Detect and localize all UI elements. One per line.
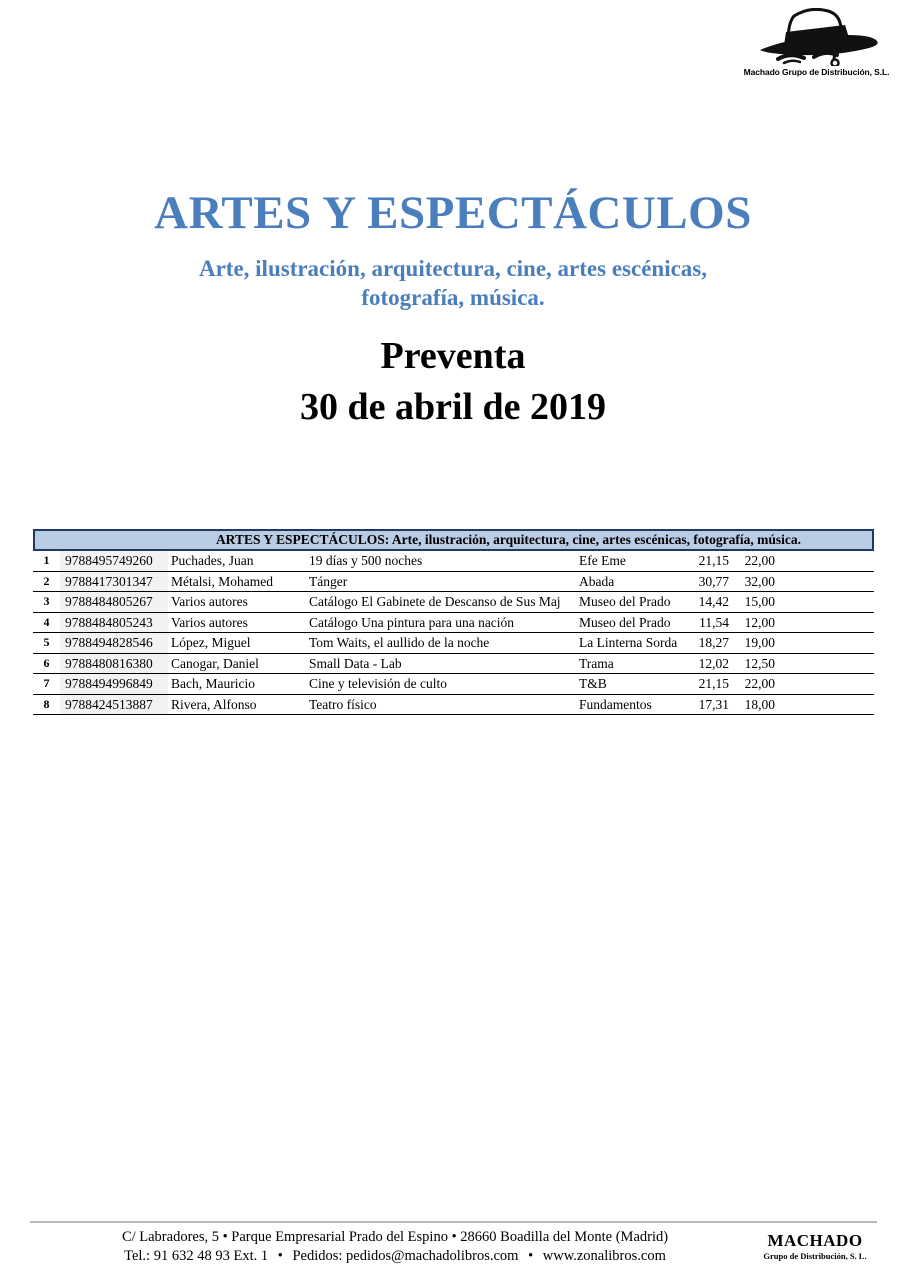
books-table [33,529,874,715]
row-price-pvp: 12,50 [744,655,775,671]
row-title: Tom Waits, el aullido de la noche [309,635,490,650]
subtitle-line-2: fotografía, música. [361,285,545,310]
row-title: Catálogo El Gabinete de Descanso de Sus Maj [309,594,561,609]
table-row [33,551,874,572]
row-price-pvp: 15,00 [744,594,775,609]
footer-email-link[interactable]: pedidos@machadolibros.com [346,1247,519,1264]
bullet-separator: • [277,1247,283,1264]
row-number: 2 [43,573,50,588]
footer-contact-line [30,1247,760,1266]
row-spacer [775,592,874,612]
row-price-pvp: 22,00 [744,676,775,691]
row-isbn: 9788495749260 [60,551,168,571]
row-price-net: 17,31 [698,696,729,712]
brand-name: MACHADO [767,1231,863,1250]
row-isbn: 9788417301347 [60,572,168,592]
bullet-separator: • [528,1247,534,1264]
brand-subtitle: Grupo de Distribución, S. L. [763,1251,867,1261]
row-price-net: 18,27 [698,635,729,650]
footer-tel: Tel.: 91 632 48 93 Ext. 1 [124,1247,269,1264]
row-title: Tánger [309,573,348,589]
row-spacer [775,551,874,571]
row-price-net: 21,15 [698,553,729,568]
row-author: Canogar, Daniel [171,655,259,671]
row-author: López, Miguel [171,635,251,650]
row-price-pvp: 22,00 [744,553,775,568]
row-number: 1 [43,553,50,567]
row-number: 7 [43,676,50,690]
table-row [33,674,874,695]
footer-website-link[interactable]: www.zonalibros.com [542,1247,666,1264]
row-spacer [775,633,874,653]
company-logo [740,8,893,77]
row-number: 4 [43,614,50,629]
row-number: 6 [43,655,50,670]
row-isbn: 9788484805243 [60,613,168,633]
table-row [33,613,874,634]
preventa-heading [0,331,906,433]
table-row [33,572,874,593]
row-price-net: 30,77 [698,573,729,589]
row-author: Varios autores [171,594,248,609]
table-row [33,695,874,716]
footer-address: C/ Labradores, 5 • Parque Empresarial Prado del Espino • 28660 Boadilla del Monte (Madrid) [121,1229,669,1245]
row-title: Catálogo Una pintura para una nación [309,614,515,630]
row-isbn: 9788424513887 [60,695,168,715]
row-isbn: 9788494828546 [60,633,168,653]
row-publisher: Trama [579,655,614,671]
row-author: Bach, Mauricio [171,676,255,691]
logo-caption: Machado Grupo de Distribución, S.L. [743,67,890,77]
row-isbn: 9788494996849 [60,674,168,694]
row-author: Métalsi, Mohamed [171,573,273,589]
table-header-band: ARTES Y ESPECTÁCULOS: Arte, ilustración, arquitectura, cine, artes escénicas, fotografía, música. [33,529,874,551]
row-title: 19 días y 500 noches [309,553,423,568]
row-price-pvp: 18,00 [744,696,775,712]
row-publisher: T&B [579,676,607,691]
table-row [33,592,874,613]
footer [30,1228,760,1265]
row-isbn: 9788480816380 [60,654,168,674]
preventa-date: 30 de abril de 2019 [299,386,607,428]
row-publisher: Museo del Prado [579,594,671,609]
row-publisher: Museo del Prado [579,614,671,630]
machado-hat-face-icon [748,8,886,66]
row-title: Cine y televisión de culto [309,676,447,691]
footer-pedidos-label: Pedidos: [292,1247,343,1264]
row-spacer [775,674,874,694]
footer-brand-block [750,1231,880,1261]
row-publisher: La Linterna Sorda [579,635,678,650]
row-price-pvp: 32,00 [744,573,775,589]
subtitle-line-1: Arte, ilustración, arquitectura, cine, artes escénicas, [198,256,707,281]
row-author: Puchades, Juan [171,553,254,568]
row-author: Rivera, Alfonso [171,696,257,712]
row-price-net: 11,54 [699,614,729,630]
row-price-net: 21,15 [698,676,729,691]
row-number: 3 [43,594,50,608]
row-isbn: 9788484805267 [60,592,168,612]
row-price-net: 14,42 [698,594,729,609]
row-price-net: 12,02 [698,655,729,671]
footer-divider [30,1221,877,1223]
table-row [33,654,874,675]
preventa-label: Preventa [380,335,526,377]
page-title: ARTES Y ESPECTÁCULOS [154,187,752,239]
row-price-pvp: 12,00 [744,614,775,630]
row-author: Varios autores [171,614,248,630]
row-publisher: Fundamentos [579,696,652,712]
row-number: 5 [43,635,50,649]
row-spacer [775,613,874,633]
row-publisher: Abada [579,573,615,589]
page-subtitle [0,254,906,312]
row-number: 8 [43,696,50,711]
row-spacer [775,695,874,715]
row-spacer [775,654,874,674]
row-publisher: Efe Eme [579,553,626,568]
row-spacer [775,572,874,592]
row-title: Small Data - Lab [309,655,402,671]
row-price-pvp: 19,00 [744,635,775,650]
row-title: Teatro físico [309,696,377,712]
table-row [33,633,874,654]
